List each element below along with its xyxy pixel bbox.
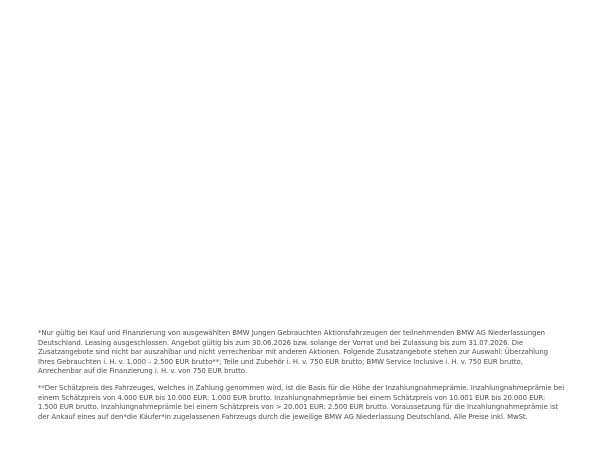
footnote-trade-in-premium: **Der Schätzpreis des Fahrzeuges, welches in Zahlung genommen wird, ist die Basis für die Höhe der Inzahlungnahmeprämie. Inzahlungnahmeprämie bei einem Schätzpreis von 4.000 EUR bis 10.000 EUR: 1.000 EUR brutto. Inzahlungnahmeprämie bei einem Schätzpreis von 10.001 EUR bis 20.000 EUR: 1.500 EUR brutto. Inzahlungnahmeprämie bei einem Schätzpreis von > 20.001 EUR: 2.500 EUR brutto. Voraussetzung für die Inzahlungnahmeprämie ist der Ankauf eines auf den*die Käufer*in zugelassenen Fahrzeugs durch die jeweilige BMW AG Niederlassung Deutschland. Alle Preise inkl. MwSt. — [38, 383, 565, 421]
legal-footnotes — [38, 329, 566, 422]
footnote-offer-conditions: *Nur gültig bei Kauf und Finanzierung von ausgewählten BMW Jungen Gebrauchten Aktionsfahrzeugen der teilnehmenden BMW AG Niederlassungen Deutschland. Leasing ausgeschlossen. Angebot gültig bis zum 30.06.2026 bzw. solange der Vorrat und bei Zulassung bis zum 31.07.2026. Die Zusatzangebote sind nicht bar auszahlbar und nicht verrechenbar mit anderen Aktionen. Folgende Zusatzangebote stehen zur Auswahl: Überzahlung Ihres Gebrauchten i. H. v. 1.000 – 2.500 EUR brutto**; Teile und Zubehör i. H. v. 750 EUR brutto; BMW Service Inclusive i. H. v. 750 EUR brutto, Anrechenbar auf die Finanzierung i. H. v. von 750 EUR brutto. — [38, 329, 548, 376]
